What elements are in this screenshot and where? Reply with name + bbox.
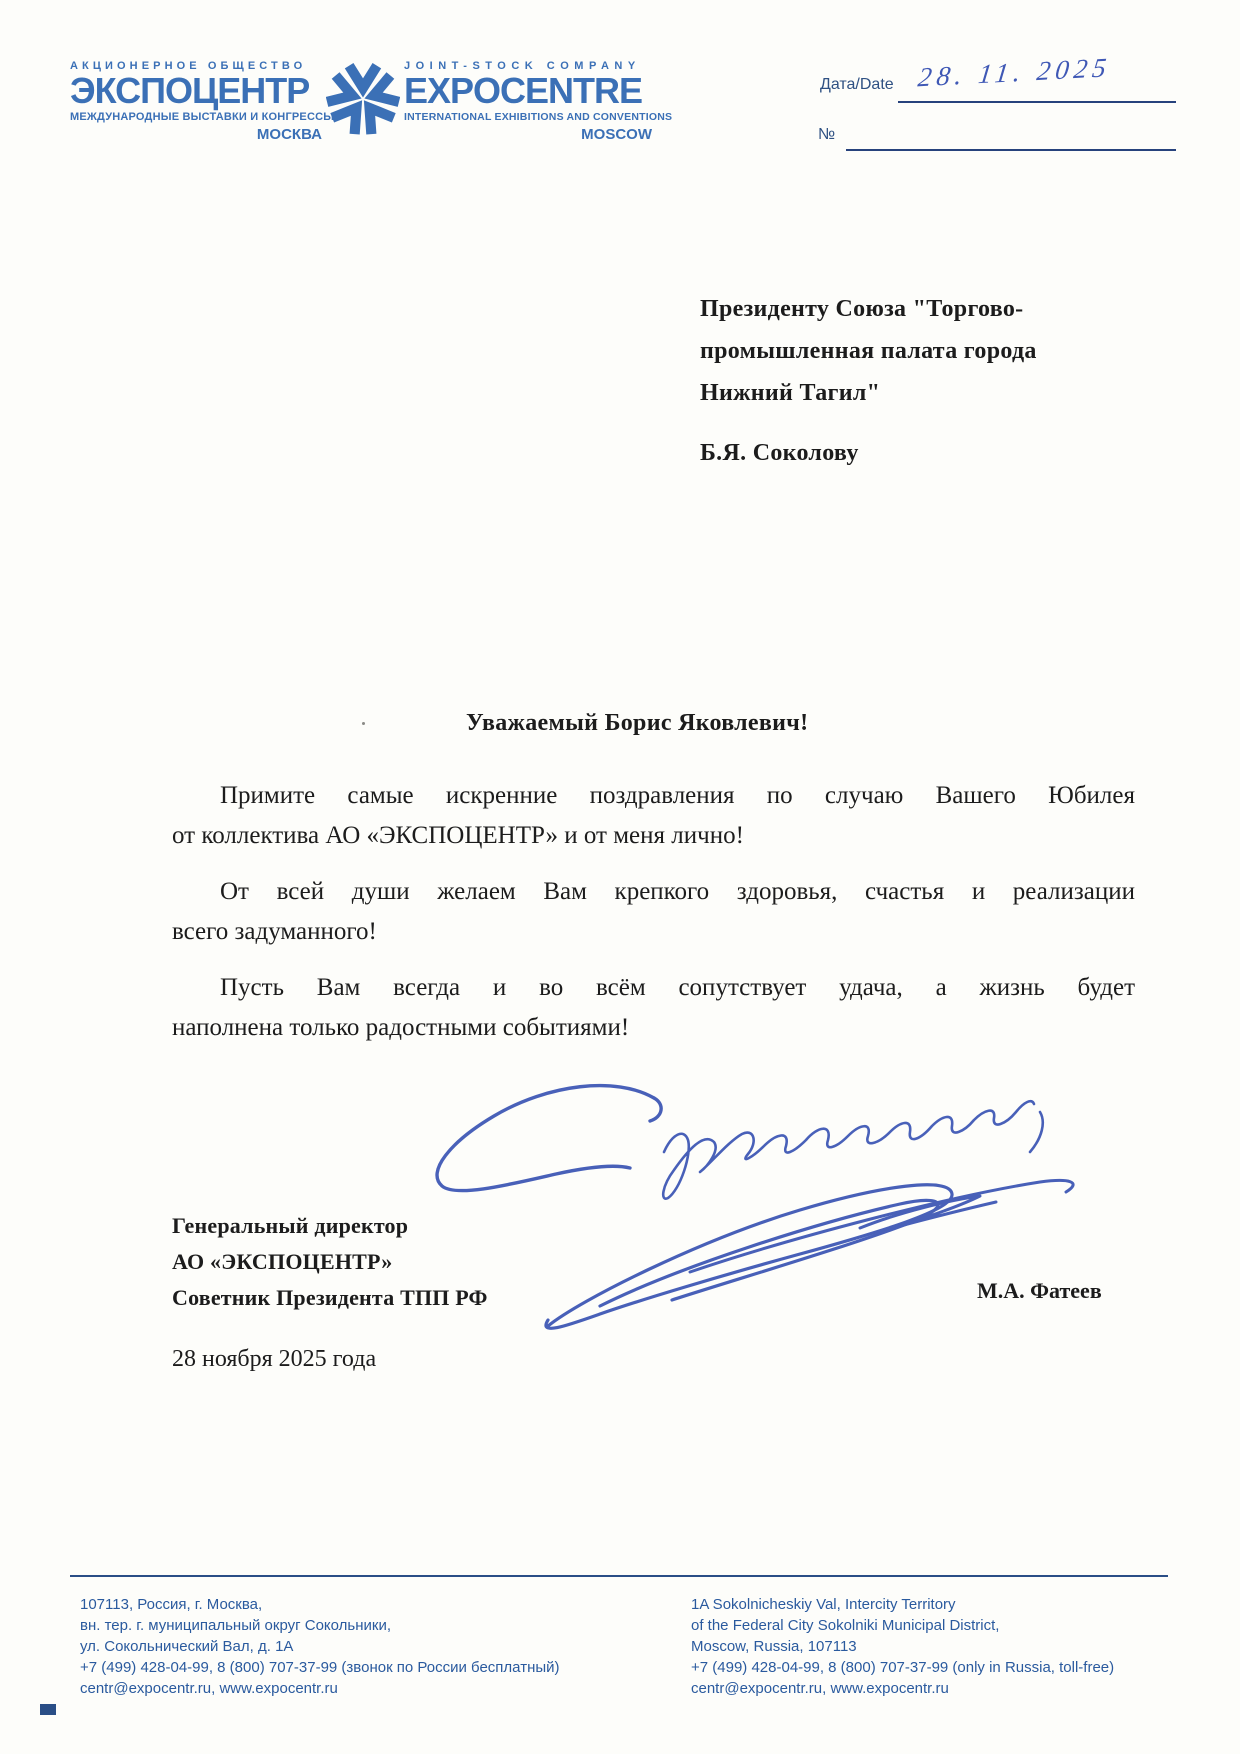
company-name-en: EXPOCENTRE <box>404 70 643 111</box>
footer-address-en <box>691 1594 1211 1699</box>
recipient-line: Президенту Союза "Торгово- <box>700 296 1024 322</box>
company-city-en: MOSCOW <box>581 126 652 143</box>
footer-line: +7 (499) 428-04-99, 8 (800) 707-37-99 (only in Russia, toll-free) <box>691 1659 1115 1676</box>
paragraph-line: Примите самые искренние поздравления по случаю Вашего Юбилея <box>220 782 1135 809</box>
company-subtitle-ru: МЕЖДУНАРОДНЫЕ ВЫСТАВКИ И КОНГРЕССЫ <box>70 111 335 123</box>
company-city-ru: МОСКВА <box>256 126 322 143</box>
footer-line: centr@expocentr.ru, www.expocentr.ru <box>691 1680 949 1697</box>
signatory-titles <box>172 1208 488 1316</box>
footer-line: Moscow, Russia, 107113 <box>691 1638 857 1655</box>
signatory-name: М.А. Фатеев <box>977 1278 1102 1303</box>
salutation: Уважаемый Борис Яковлевич! <box>466 710 809 736</box>
date-handwritten-value: 28. 11. 2025 <box>916 52 1113 93</box>
company-name-ru: ЭКСПОЦЕНТР <box>70 70 310 111</box>
recipient-line: Нижний Тагил" <box>700 380 881 406</box>
company-type-ru: АКЦИОНЕРНОЕ ОБЩЕСТВО <box>70 60 307 72</box>
body-paragraph <box>172 968 1135 1048</box>
footer-line: ул. Сокольнический Вал, д. 1А <box>80 1638 294 1655</box>
signatory-title-line: Советник Президента ТПП РФ <box>172 1285 488 1310</box>
footer-line: centr@expocentr.ru, www.expocentr.ru <box>80 1680 338 1697</box>
footer-line: 1A Sokolnicheskiy Val, Intercity Territory <box>691 1596 956 1613</box>
number-field-line <box>846 149 1176 151</box>
paragraph-line: От всей души желаем Вам крепкого здоровья, счастья и реализации <box>220 878 1135 905</box>
recipient-person: Б.Я. Соколову <box>700 440 859 466</box>
letterhead-english <box>404 60 673 143</box>
recipient-block <box>700 288 1120 414</box>
number-field-label: № <box>818 126 836 143</box>
recipient-line: промышленная палата города <box>700 338 1037 364</box>
body-paragraph <box>172 872 1135 952</box>
footer-line: +7 (499) 428-04-99, 8 (800) 707-37-99 (звонок по России бесплатный) <box>80 1659 560 1676</box>
date-field-line <box>898 101 1176 103</box>
footer-line: вн. тер. г. муниципальный округ Сокольники, <box>80 1617 392 1634</box>
company-type-en: JOINT-STOCK COMPANY <box>404 60 641 72</box>
scan-dot-artifact <box>362 722 365 725</box>
footer-address-ru <box>80 1594 640 1699</box>
body-paragraph <box>172 776 1135 856</box>
footer-line: of the Federal City Sokolniki Municipal District, <box>691 1617 1000 1634</box>
letter-date: 28 ноября 2025 года <box>172 1346 377 1372</box>
paragraph-line: наполнена только радостными событиями! <box>172 1014 630 1041</box>
signatory-title-line: АО «ЭКСПОЦЕНТР» <box>172 1249 393 1274</box>
paragraph-line: от коллектива АО «ЭКСПОЦЕНТР» и от меня лично! <box>172 822 744 849</box>
footer-divider <box>70 1575 1168 1577</box>
letterhead-russian <box>70 60 335 143</box>
footer-line: 107113, Россия, г. Москва, <box>80 1596 263 1613</box>
print-mark <box>40 1704 56 1715</box>
date-field-label: Дата/Date <box>820 76 894 93</box>
expocentre-star-icon <box>326 60 400 138</box>
company-subtitle-en: INTERNATIONAL EXHIBITIONS AND CONVENTIONS <box>404 111 673 123</box>
paragraph-line: всего задуманного! <box>172 918 377 945</box>
signatory-title-line: Генеральный директор <box>172 1213 409 1238</box>
paragraph-line: Пусть Вам всегда и во всём сопутствует удача, а жизнь будет <box>220 974 1135 1001</box>
